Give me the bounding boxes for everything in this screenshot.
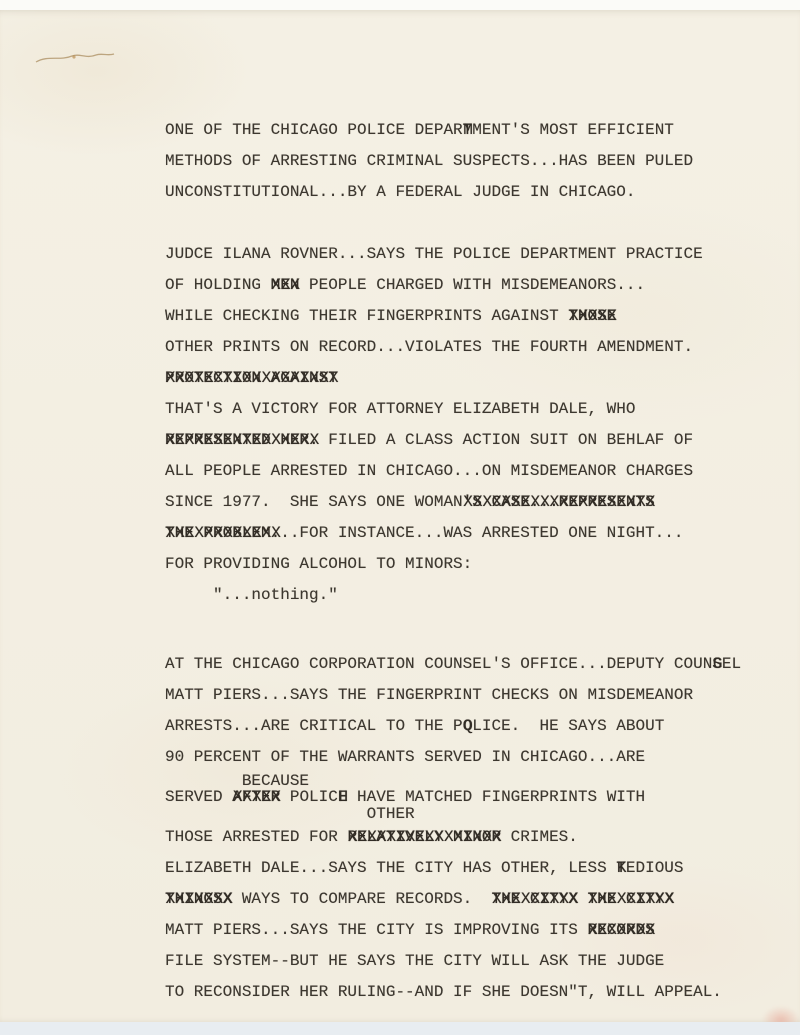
paragraph-gap [165,208,785,239]
text-line: SERVED AFTER XXXXX POLICE H HAVE MATCHED FINGERPRINTS WITH [165,789,785,806]
text-line: MATT PIERS...SAYS THE FINGERPRINT CHECKS ON MISDEMEANOR [165,686,694,704]
text-line: FILE SYSTEM--BUT HE SAYS THE CITY WILL ASK THE JUDGE [165,952,665,970]
text-line: ALL PEOPLE ARRESTED IN CHICAGO...ON MISDEMEANOR CHARGES [165,462,694,480]
paper-fiber-mark [30,40,120,76]
xed-out-text: AFTER XXXXX [232,789,280,806]
xed-out-text: THINGSX XXXXXXX [165,884,232,915]
xed-out-text: MEN XXX [271,270,300,301]
text-line [165,363,785,394]
text-line: THAT'S A VICTORY FOR ATTORNEY ELIZABETH DALE, WHO [165,400,636,418]
xed-out-text: REPRESENTED HER. XXXXXXXXXXXXXXXX [165,425,319,456]
text-line: THOSE ARRESTED FOR RELATIVELY MINOR XXXXXXXXXXXXXXXX CRIMES. [165,822,785,853]
text-line: REPRESENTED HER. XXXXXXXXXXXXXXXX FILED A CLASS ACTION SUIT ON BEHLAF OF [165,425,785,456]
text-line: MATT PIERS...SAYS THE CITY IS IMPROVING ITS RECORDS XXXXXXX [165,915,785,946]
xed-out-text: THOSE XXXXX [568,301,616,332]
paper-sheet [0,10,800,1022]
xed-out-text: RELATIVELY MINOR XXXXXXXXXXXXXXXX [347,822,501,853]
text-line: WHILE CHECKING THEIR FINGERPRINTS AGAINST THOSE XXXXX [165,301,785,332]
scanner-edge-bottom [0,1022,800,1035]
text-line: TO RECONSIDER HER RULING--AND IF SHE DOESN"T, WILL APPEAL. [165,983,722,1001]
text-line: SINCE 1977. SHE SAYS ONE WOMAN'S CASE...REPRESENTS XXXXXXXXXXXXXXXXXXXX [165,487,785,518]
text-line: THINGSX XXXXXXX WAYS TO COMPARE RECORDS. THE CITYX XXXXXXXXX THE CITYX XXXXXXXXX [165,884,785,915]
text-line: OF HOLDING MEN XXX PEOPLE CHARGED WITH MISDEMEANORS... [165,270,785,301]
text-line: "...nothing." [165,586,338,604]
overstruck-char: E H [338,789,348,806]
text-line: UNCONSTITUTIONAL...BY A FEDERAL JUDGE IN CHICAGO. [165,183,636,201]
paragraph-gap [165,611,785,649]
text-line: OTHER PRINTS ON RECORD...VIOLATES THE FOURTH AMENDMENT. [165,338,694,356]
text-line: THE PROBLEM. XXXXXXXXXXXX..FOR INSTANCE...WAS ARRESTED ONE NIGHT... [165,518,785,549]
xed-out-text: RECORDS XXXXXXX [587,915,654,946]
text-line: ONE OF THE CHICAGO POLICE DEPART MMENT'S MOST EFFICIENT [165,115,785,146]
scanner-edge-top [0,0,800,10]
xed-out-text: THE CITYX XXXXXXXXX [588,884,674,915]
overstruck-char: S G [712,649,722,680]
text-line: BECAUSE [165,772,310,790]
text-line: 90 PERCENT OF THE WARRANTS SERVED IN CHICAGO...ARE [165,748,646,766]
typewriter-text [165,115,785,1008]
text-line: ELIZABETH DALE...SAYS THE CITY HAS OTHER, LESS T KEDIOUS [165,853,785,884]
text-line: OTHER [165,805,415,823]
text-line: JUDCE ILANA ROVNER...SAYS THE POLICE DEPARTMENT PRACTICE [165,245,703,263]
xed-out-text: THE PROBLEM. XXXXXXXXXXXX [165,518,280,549]
overstruck-char: T K [616,853,626,884]
text-line: FOR PROVIDING ALCOHOL TO MINORS: [165,555,473,573]
overstruck-char: T M [463,115,473,146]
xed-out-text: THE CITYX XXXXXXXXX [491,884,577,915]
text-line: ARRESTS...ARE CRITICAL TO THE PO QLICE. HE SAYS ABOUT [165,711,785,742]
text-line: METHODS OF ARRESTING CRIMINAL SUSPECTS...HAS BEEN PULED [165,152,694,170]
text-line: AT THE CHICAGO CORPORATION COUNSEL'S OFFICE...DEPUTY COUNS GEL [165,649,785,680]
xed-out-text: 'S CASE...REPRESENTS XXXXXXXXXXXXXXXXXXXX [463,487,655,518]
xed-out-text: PROTECTION AGAINST XXXXXXXXXXXXXXXXXX [165,363,338,394]
overstruck-char: O Q [463,711,473,742]
